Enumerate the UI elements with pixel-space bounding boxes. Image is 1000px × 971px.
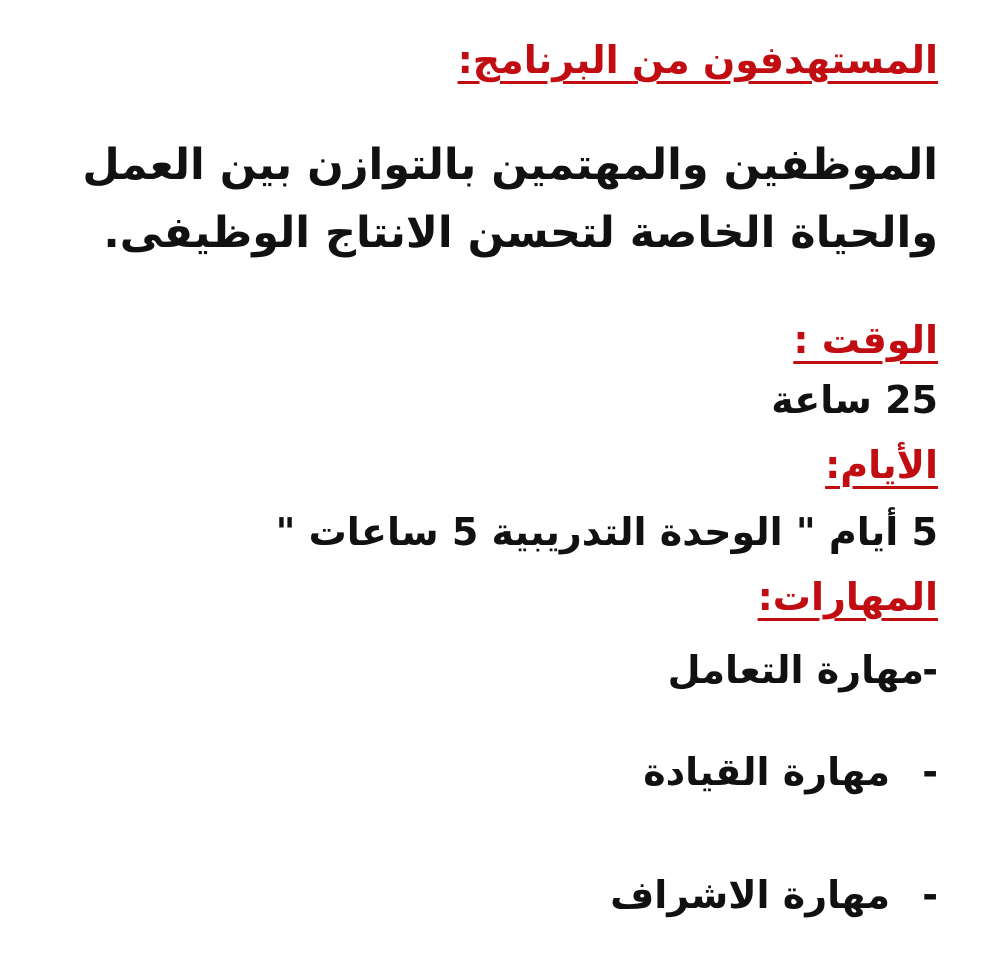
skill-item <box>610 873 938 919</box>
target-audience-line-2: والحياة الخاصة لتحسن الانتاج الوظيفى. <box>103 208 938 258</box>
days-value: 5 أيام " الوحدة التدريبية 5 ساعات " <box>275 510 938 554</box>
skill-dash: - <box>922 873 938 917</box>
target-audience-heading: المستهدفون من البرنامج: <box>457 38 938 82</box>
skill-label: مهارة التعامل <box>667 648 924 692</box>
skill-dash: - <box>922 648 938 692</box>
skill-item <box>643 750 938 796</box>
skill-label: مهارة الاشراف <box>610 873 890 917</box>
time-heading: الوقت : <box>793 318 938 362</box>
skill-dash: - <box>922 750 938 794</box>
skill-item <box>668 648 938 694</box>
days-heading: الأيام: <box>825 443 938 487</box>
time-value: 25 ساعة <box>771 378 938 422</box>
target-audience-line-1: الموظفين والمهتمين بالتوازن بين العمل <box>82 140 938 190</box>
skill-label: مهارة القيادة <box>643 750 890 794</box>
skills-heading: المهارات: <box>757 575 938 619</box>
